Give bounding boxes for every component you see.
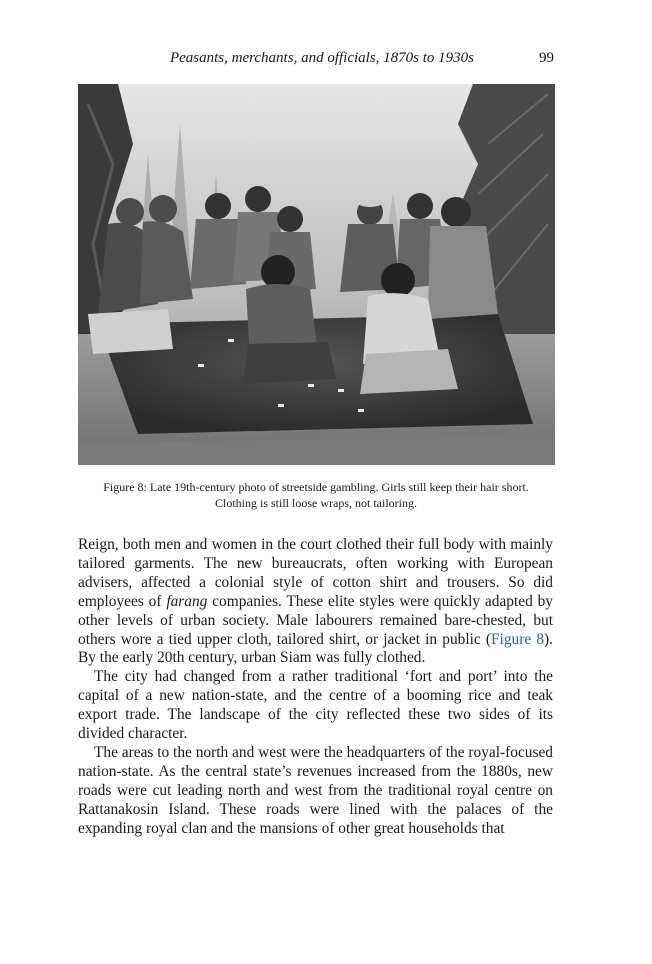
paragraph-1 xyxy=(78,536,553,668)
figure-photo xyxy=(78,84,555,465)
gambling-photo-image xyxy=(78,84,555,465)
running-head xyxy=(78,50,554,70)
caption-line-1: Figure 8: Late 19th-century photo of streetside gambling. Girls still keep their hair short. xyxy=(103,480,529,494)
paragraph-1-text-b: companies. These elite styles were quickly adapted by other levels of urban society. Male labourers remained bare-chested, but others wore a tied upper cloth, tailored shirt, or jacket in public ( xyxy=(78,592,553,648)
figure-caption xyxy=(78,479,554,511)
body-text xyxy=(78,536,553,839)
paragraph-2: The city had changed from a rather traditional ‘fort and port’ into the capital of a new nation-state, and the centre of a booming rice and teak export trade. The landscape of the city reflected these two sides of its divided character. xyxy=(78,668,553,743)
running-title: Peasants, merchants, and officials, 1870s to 1930s xyxy=(169,50,474,66)
caption-line-2: Clothing is still loose wraps, not tailoring. xyxy=(215,496,417,510)
paragraph-1-text-a: Reign, both men and women in the court clothed their full body with mainly tailored garments. The new bureaucrats, often working with European advisers, affected a colonial style of cotton shirt and trousers. So did employees of xyxy=(78,536,553,610)
paragraph-1-text-c: ). By the early 20th century, urban Siam was fully clothed. xyxy=(78,630,554,667)
italic-term: farang xyxy=(166,592,208,610)
paragraph-3: The areas to the north and west were the headquarters of the royal-focused nation-state. As the central state’s revenues increased from the 1880s, new roads were cut leading north and west from the traditional royal centre on Rattanakosin Island. These roads were lined with the palaces of the expanding royal clan and the mansions of other great households that xyxy=(78,743,553,837)
page-number: 99 xyxy=(539,50,554,66)
figure-reference-link[interactable]: Figure 8 xyxy=(491,630,545,648)
